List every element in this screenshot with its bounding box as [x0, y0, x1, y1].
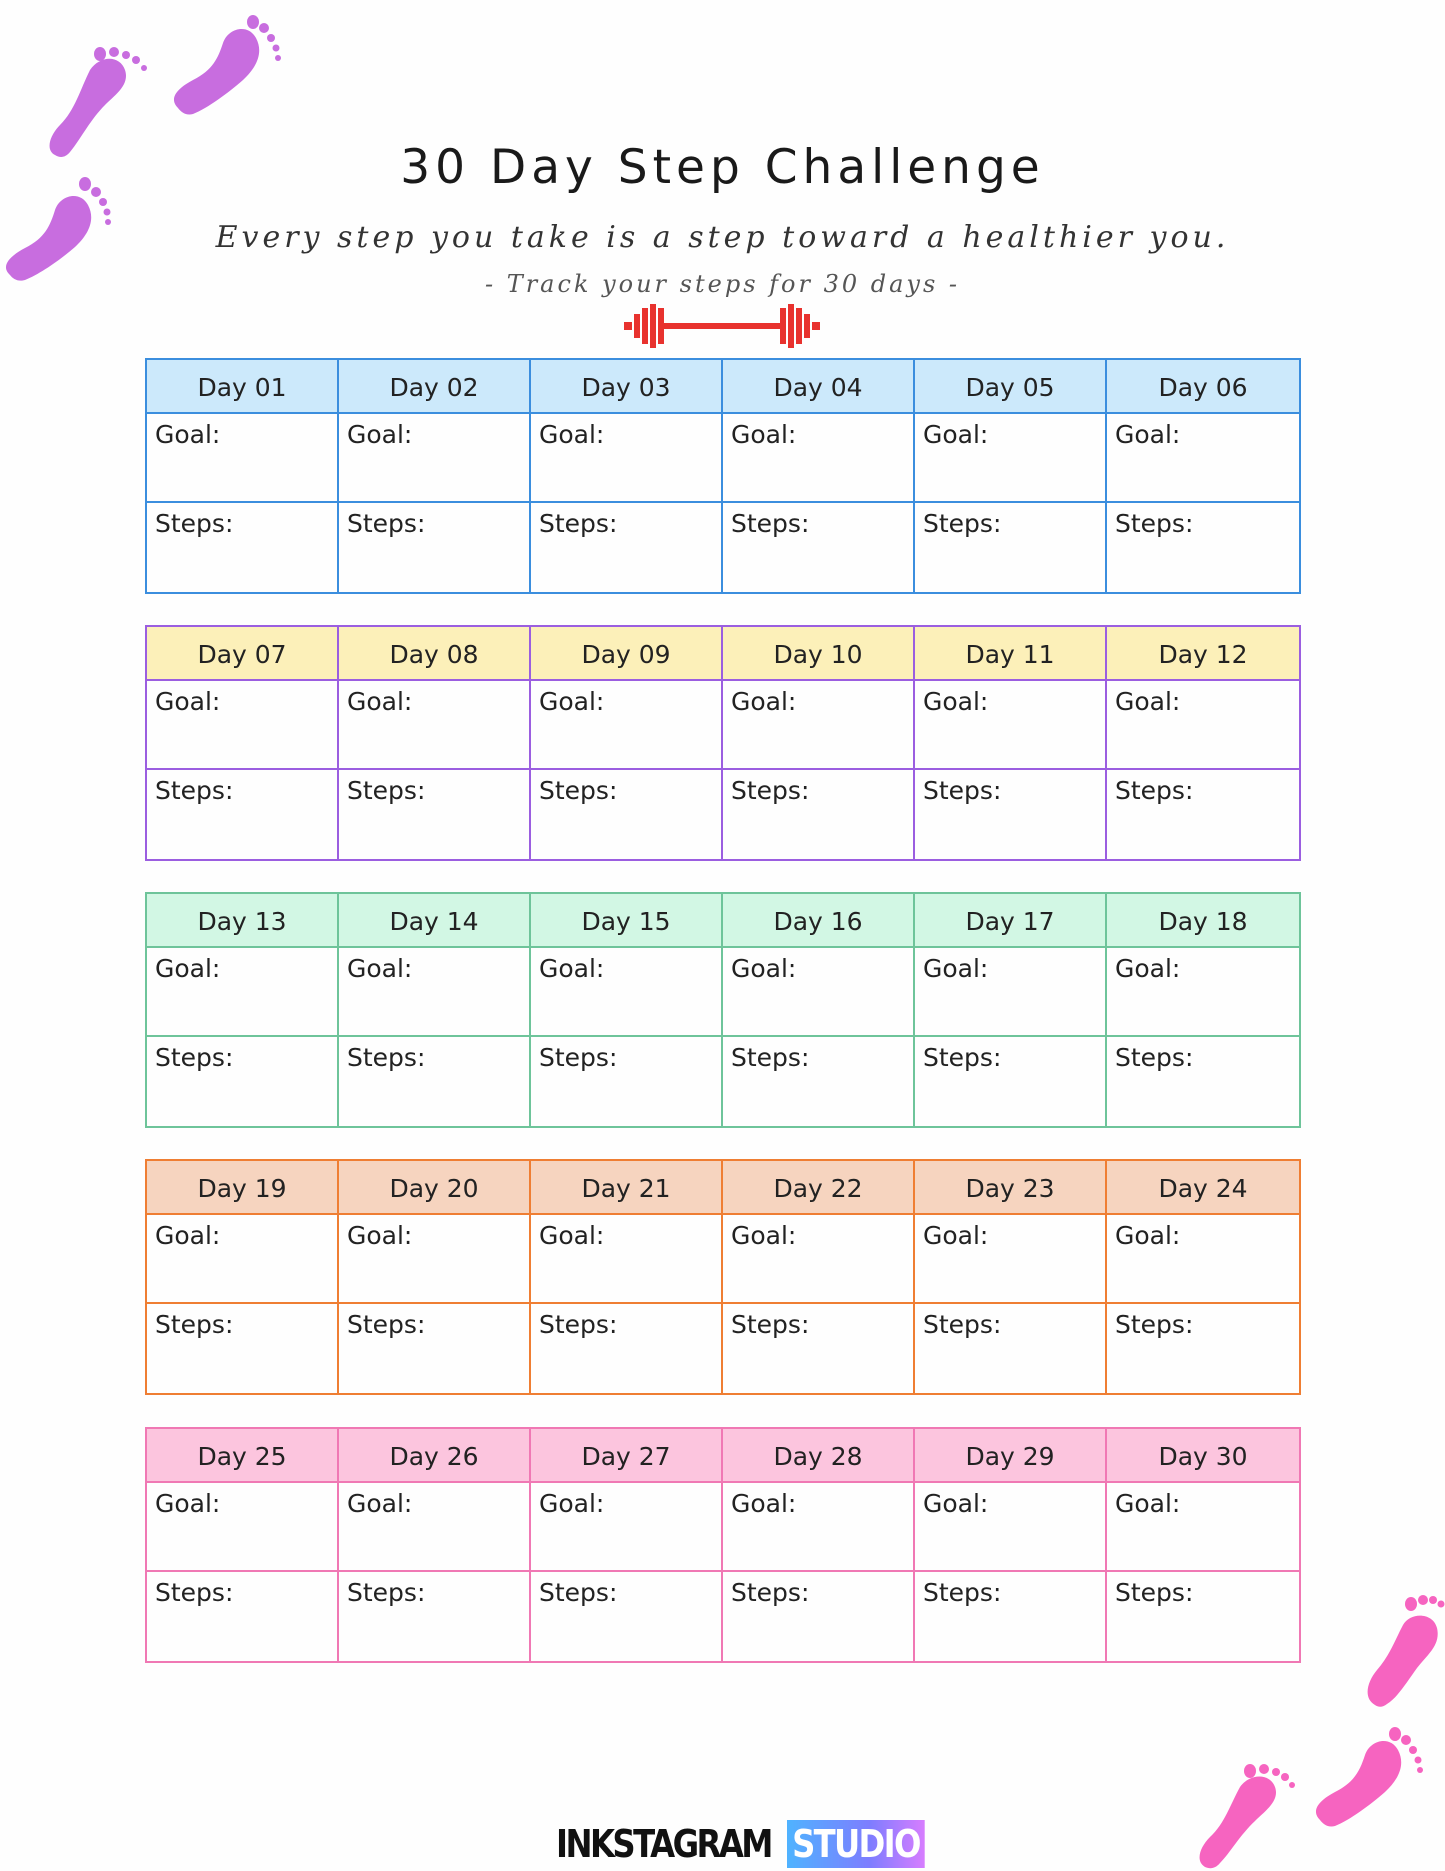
day-header: Day 30: [1107, 1429, 1299, 1483]
goal-field[interactable]: Goal:: [531, 1215, 721, 1304]
goal-field[interactable]: Goal:: [1107, 681, 1299, 770]
day-column: [339, 1429, 531, 1661]
steps-field[interactable]: Steps:: [347, 1043, 426, 1072]
goal-field[interactable]: Goal:: [723, 948, 913, 1037]
brand-logo: [556, 1820, 949, 1868]
goal-field[interactable]: Goal:: [531, 948, 721, 1037]
week-table: [145, 1427, 1301, 1663]
day-column: [339, 1161, 531, 1393]
day-header: Day 02: [339, 360, 529, 414]
goal-field[interactable]: Goal:: [1107, 1483, 1299, 1572]
steps-field[interactable]: Steps:: [1115, 1310, 1194, 1339]
day-header: Day 20: [339, 1161, 529, 1215]
day-column: [915, 1161, 1107, 1393]
goal-field[interactable]: Goal:: [531, 681, 721, 770]
day-column: [531, 627, 723, 859]
steps-field[interactable]: Steps:: [539, 509, 618, 538]
goal-field[interactable]: Goal:: [1107, 948, 1299, 1037]
day-column: [723, 894, 915, 1126]
day-header: Day 16: [723, 894, 913, 948]
day-header: Day 05: [915, 360, 1105, 414]
week-table: [145, 358, 1301, 594]
day-header: Day 13: [147, 894, 337, 948]
goal-field[interactable]: Goal:: [1107, 414, 1299, 503]
day-column: [147, 1429, 339, 1661]
goal-field[interactable]: Goal:: [339, 1483, 529, 1572]
steps-field[interactable]: Steps:: [1115, 1578, 1194, 1607]
steps-field[interactable]: Steps:: [539, 776, 618, 805]
goal-field[interactable]: Goal:: [915, 1215, 1105, 1304]
day-header: Day 07: [147, 627, 337, 681]
day-header: Day 29: [915, 1429, 1105, 1483]
steps-field[interactable]: Steps:: [923, 776, 1002, 805]
day-header: Day 03: [531, 360, 721, 414]
day-column: [723, 1161, 915, 1393]
steps-field[interactable]: Steps:: [923, 1310, 1002, 1339]
day-header: Day 08: [339, 627, 529, 681]
week-table: [145, 1159, 1301, 1395]
day-column: [339, 627, 531, 859]
goal-field[interactable]: Goal:: [339, 948, 529, 1037]
day-header: Day 15: [531, 894, 721, 948]
goal-field[interactable]: Goal:: [915, 681, 1105, 770]
goal-field[interactable]: Goal:: [147, 1483, 337, 1572]
steps-field[interactable]: Steps:: [731, 1043, 810, 1072]
goal-field[interactable]: Goal:: [147, 1215, 337, 1304]
steps-field[interactable]: Steps:: [155, 1043, 234, 1072]
goal-field[interactable]: Goal:: [723, 1483, 913, 1572]
steps-field[interactable]: Steps:: [347, 1578, 426, 1607]
day-column: [723, 1429, 915, 1661]
steps-field[interactable]: Steps:: [155, 1578, 234, 1607]
day-header: Day 22: [723, 1161, 913, 1215]
day-header: Day 10: [723, 627, 913, 681]
steps-field[interactable]: Steps:: [1115, 1043, 1194, 1072]
page-subtitle: Every step you take is a step toward a healthier you.: [215, 220, 1230, 255]
goal-field[interactable]: Goal:: [339, 681, 529, 770]
steps-field[interactable]: Steps:: [731, 1578, 810, 1607]
goal-field[interactable]: Goal:: [339, 1215, 529, 1304]
day-header: Day 01: [147, 360, 337, 414]
logo-text-studio: STUDIO: [787, 1820, 925, 1868]
goal-field[interactable]: Goal:: [147, 414, 337, 503]
goal-field[interactable]: Goal:: [915, 948, 1105, 1037]
goal-field[interactable]: Goal:: [723, 414, 913, 503]
goal-field[interactable]: Goal:: [723, 1215, 913, 1304]
dumbbell-icon: [624, 304, 820, 348]
steps-field[interactable]: Steps:: [1115, 509, 1194, 538]
day-column: [339, 894, 531, 1126]
steps-field[interactable]: Steps:: [539, 1310, 618, 1339]
steps-field[interactable]: Steps:: [539, 1578, 618, 1607]
day-header: Day 19: [147, 1161, 337, 1215]
day-header: Day 11: [915, 627, 1105, 681]
day-header: Day 04: [723, 360, 913, 414]
day-column: [531, 1161, 723, 1393]
day-column: [147, 360, 339, 592]
steps-field[interactable]: Steps:: [923, 509, 1002, 538]
steps-field[interactable]: Steps:: [347, 776, 426, 805]
day-header: Day 17: [915, 894, 1105, 948]
goal-field[interactable]: Goal:: [339, 414, 529, 503]
day-column: [531, 894, 723, 1126]
steps-field[interactable]: Steps:: [155, 1310, 234, 1339]
goal-field[interactable]: Goal:: [531, 414, 721, 503]
steps-field[interactable]: Steps:: [347, 1310, 426, 1339]
steps-field[interactable]: Steps:: [155, 509, 234, 538]
day-column: [147, 894, 339, 1126]
steps-field[interactable]: Steps:: [347, 509, 426, 538]
goal-field[interactable]: Goal:: [915, 414, 1105, 503]
day-header: Day 21: [531, 1161, 721, 1215]
goal-field[interactable]: Goal:: [531, 1483, 721, 1572]
steps-field[interactable]: Steps:: [731, 776, 810, 805]
day-column: [147, 627, 339, 859]
day-header: Day 24: [1107, 1161, 1299, 1215]
day-column: [915, 360, 1107, 592]
footprint-icon: [1190, 1755, 1310, 1871]
day-column: [1107, 894, 1299, 1126]
day-header: Day 23: [915, 1161, 1105, 1215]
day-column: [915, 1429, 1107, 1661]
day-header: Day 14: [339, 894, 529, 948]
week-table: [145, 625, 1301, 861]
steps-field[interactable]: Steps:: [539, 1043, 618, 1072]
week-table: [145, 892, 1301, 1128]
page-title: 30 Day Step Challenge: [400, 140, 1045, 195]
day-header: Day 27: [531, 1429, 721, 1483]
day-column: [723, 360, 915, 592]
logo-text-inkstagram: INKSTAGRAM: [556, 1822, 771, 1866]
goal-field[interactable]: Goal:: [723, 681, 913, 770]
goal-field[interactable]: Goal:: [147, 948, 337, 1037]
steps-field[interactable]: Steps:: [923, 1578, 1002, 1607]
steps-field[interactable]: Steps:: [155, 776, 234, 805]
day-column: [1107, 1161, 1299, 1393]
goal-field[interactable]: Goal:: [1107, 1215, 1299, 1304]
steps-field[interactable]: Steps:: [731, 509, 810, 538]
day-header: Day 18: [1107, 894, 1299, 948]
day-header: Day 12: [1107, 627, 1299, 681]
day-column: [1107, 360, 1299, 592]
day-header: Day 09: [531, 627, 721, 681]
day-column: [1107, 627, 1299, 859]
steps-field[interactable]: Steps:: [1115, 776, 1194, 805]
steps-field[interactable]: Steps:: [731, 1310, 810, 1339]
day-column: [723, 627, 915, 859]
footprint-icon: [168, 8, 288, 123]
day-header: Day 26: [339, 1429, 529, 1483]
day-column: [531, 1429, 723, 1661]
footprint-icon: [1310, 1720, 1430, 1835]
day-header: Day 28: [723, 1429, 913, 1483]
day-column: [915, 627, 1107, 859]
day-header: Day 25: [147, 1429, 337, 1483]
goal-field[interactable]: Goal:: [915, 1483, 1105, 1572]
day-column: [339, 360, 531, 592]
day-header: Day 06: [1107, 360, 1299, 414]
page-tagline: - Track your steps for 30 days -: [484, 270, 961, 298]
day-column: [1107, 1429, 1299, 1661]
day-column: [531, 360, 723, 592]
day-column: [915, 894, 1107, 1126]
steps-field[interactable]: Steps:: [923, 1043, 1002, 1072]
day-column: [147, 1161, 339, 1393]
footprint-icon: [1355, 1590, 1445, 1710]
goal-field[interactable]: Goal:: [147, 681, 337, 770]
